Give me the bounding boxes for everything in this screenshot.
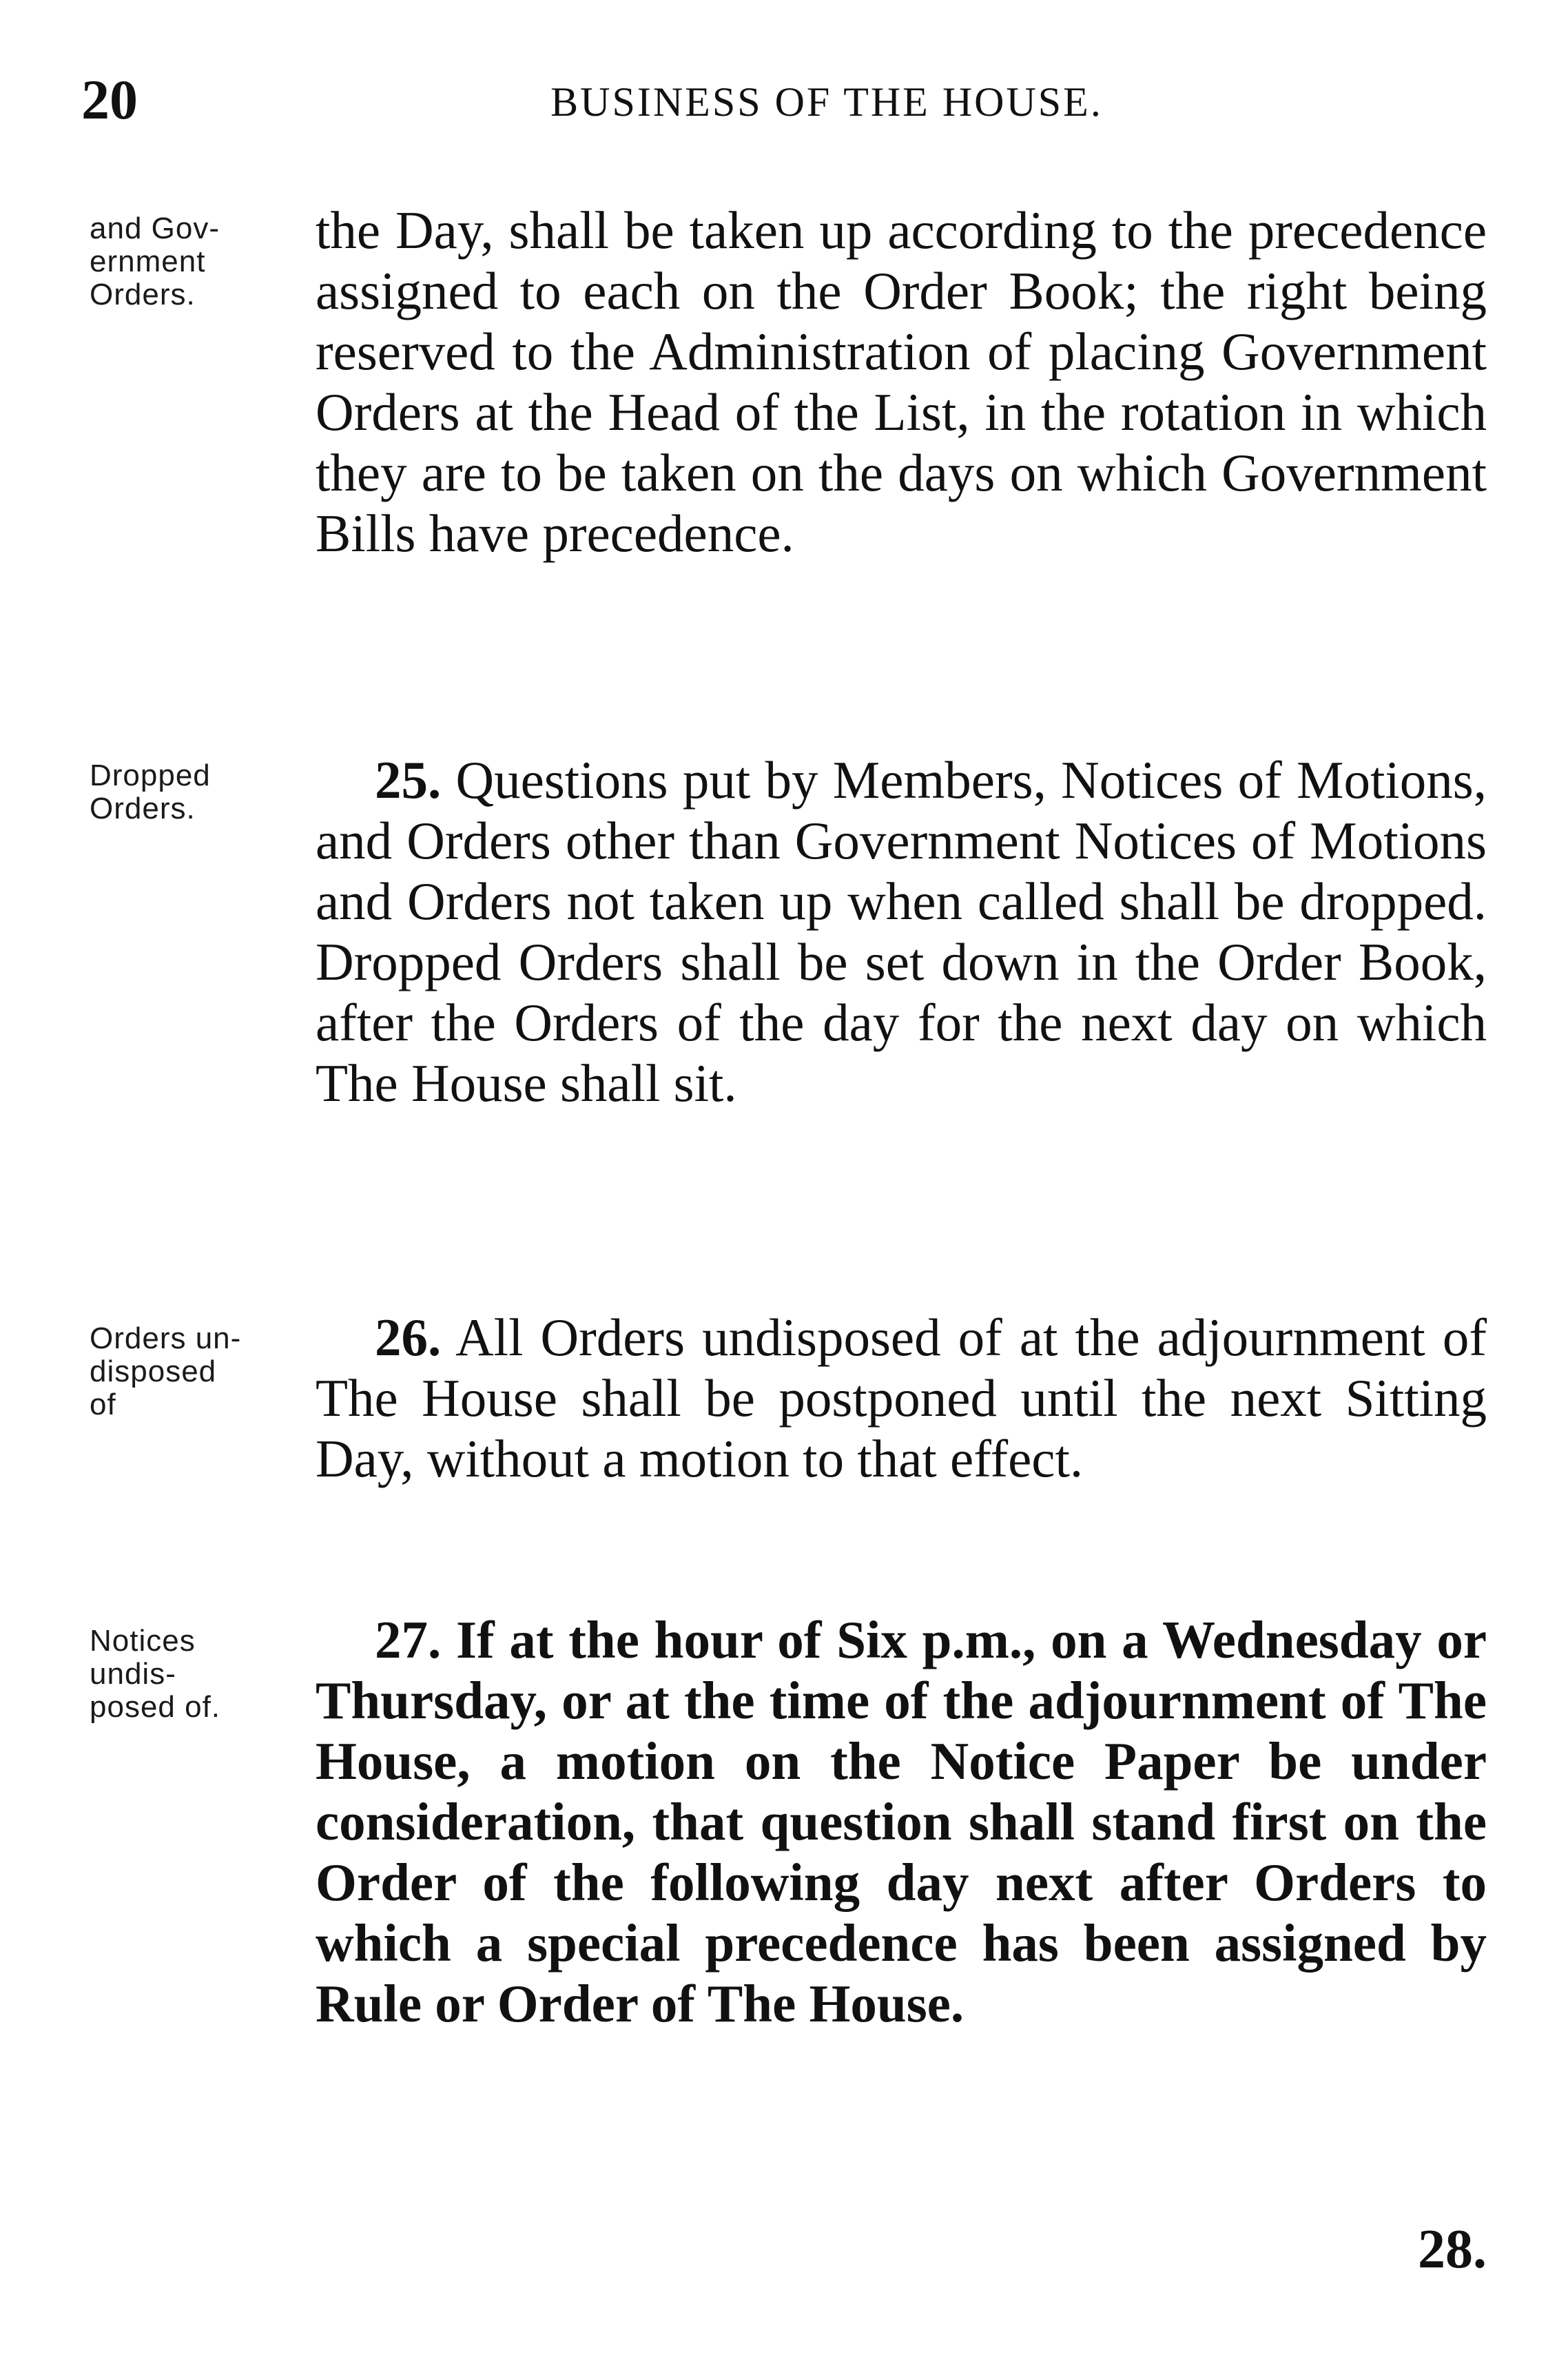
- rule-number: 25.: [375, 750, 442, 810]
- paragraph-text: Questions put by Members, Notices of Motions, and Orders other than Government Notices of Motions and Orders not taken up when called shall be dropped. Dropped Orders shall be set down in the Order Book, after the Orders of the day for the next day on which The House shall sit.: [316, 750, 1487, 1113]
- rule-number: 27.: [375, 1610, 442, 1669]
- margin-note: and Gov- ernment Orders.: [90, 212, 220, 311]
- paragraph-text: All Orders undisposed of at the adjournment of The House shall be postponed until the next Sitting Day, without a motion to that effect.: [316, 1308, 1487, 1488]
- page-number: 20: [81, 68, 138, 131]
- catchword: 28.: [1418, 2219, 1487, 2280]
- paragraph: [316, 1609, 1487, 2034]
- margin-note: Dropped Orders.: [90, 759, 211, 825]
- running-head: BUSINESS OF THE HOUSE.: [550, 79, 1103, 125]
- rule-number: 26.: [375, 1308, 442, 1367]
- paragraph: [316, 750, 1487, 1113]
- paragraph-text: If at the hour of Six p.m., on a Wednesday or Thursday, or at the time of the adjournment of The House, a motion on the Notice Paper be under consideration, that question shall stand first on the Order of the following day next after Orders to which a special precedence has been assigned by Rule or Order of The House.: [316, 1610, 1487, 2033]
- margin-note: Orders un- disposed of: [90, 1321, 242, 1421]
- paragraph-text: the Day, shall be taken up according to the precedence assigned to each on the Order Book; the right being reserved to the Administration of placing Government Orders at the Head of the List, in the rotation in which they are to be taken on the days on which Government Bills have precedence.: [316, 200, 1487, 563]
- paragraph: [316, 1307, 1487, 1489]
- margin-note: Notices undis- posed of.: [90, 1624, 221, 1724]
- paragraph: [316, 200, 1487, 564]
